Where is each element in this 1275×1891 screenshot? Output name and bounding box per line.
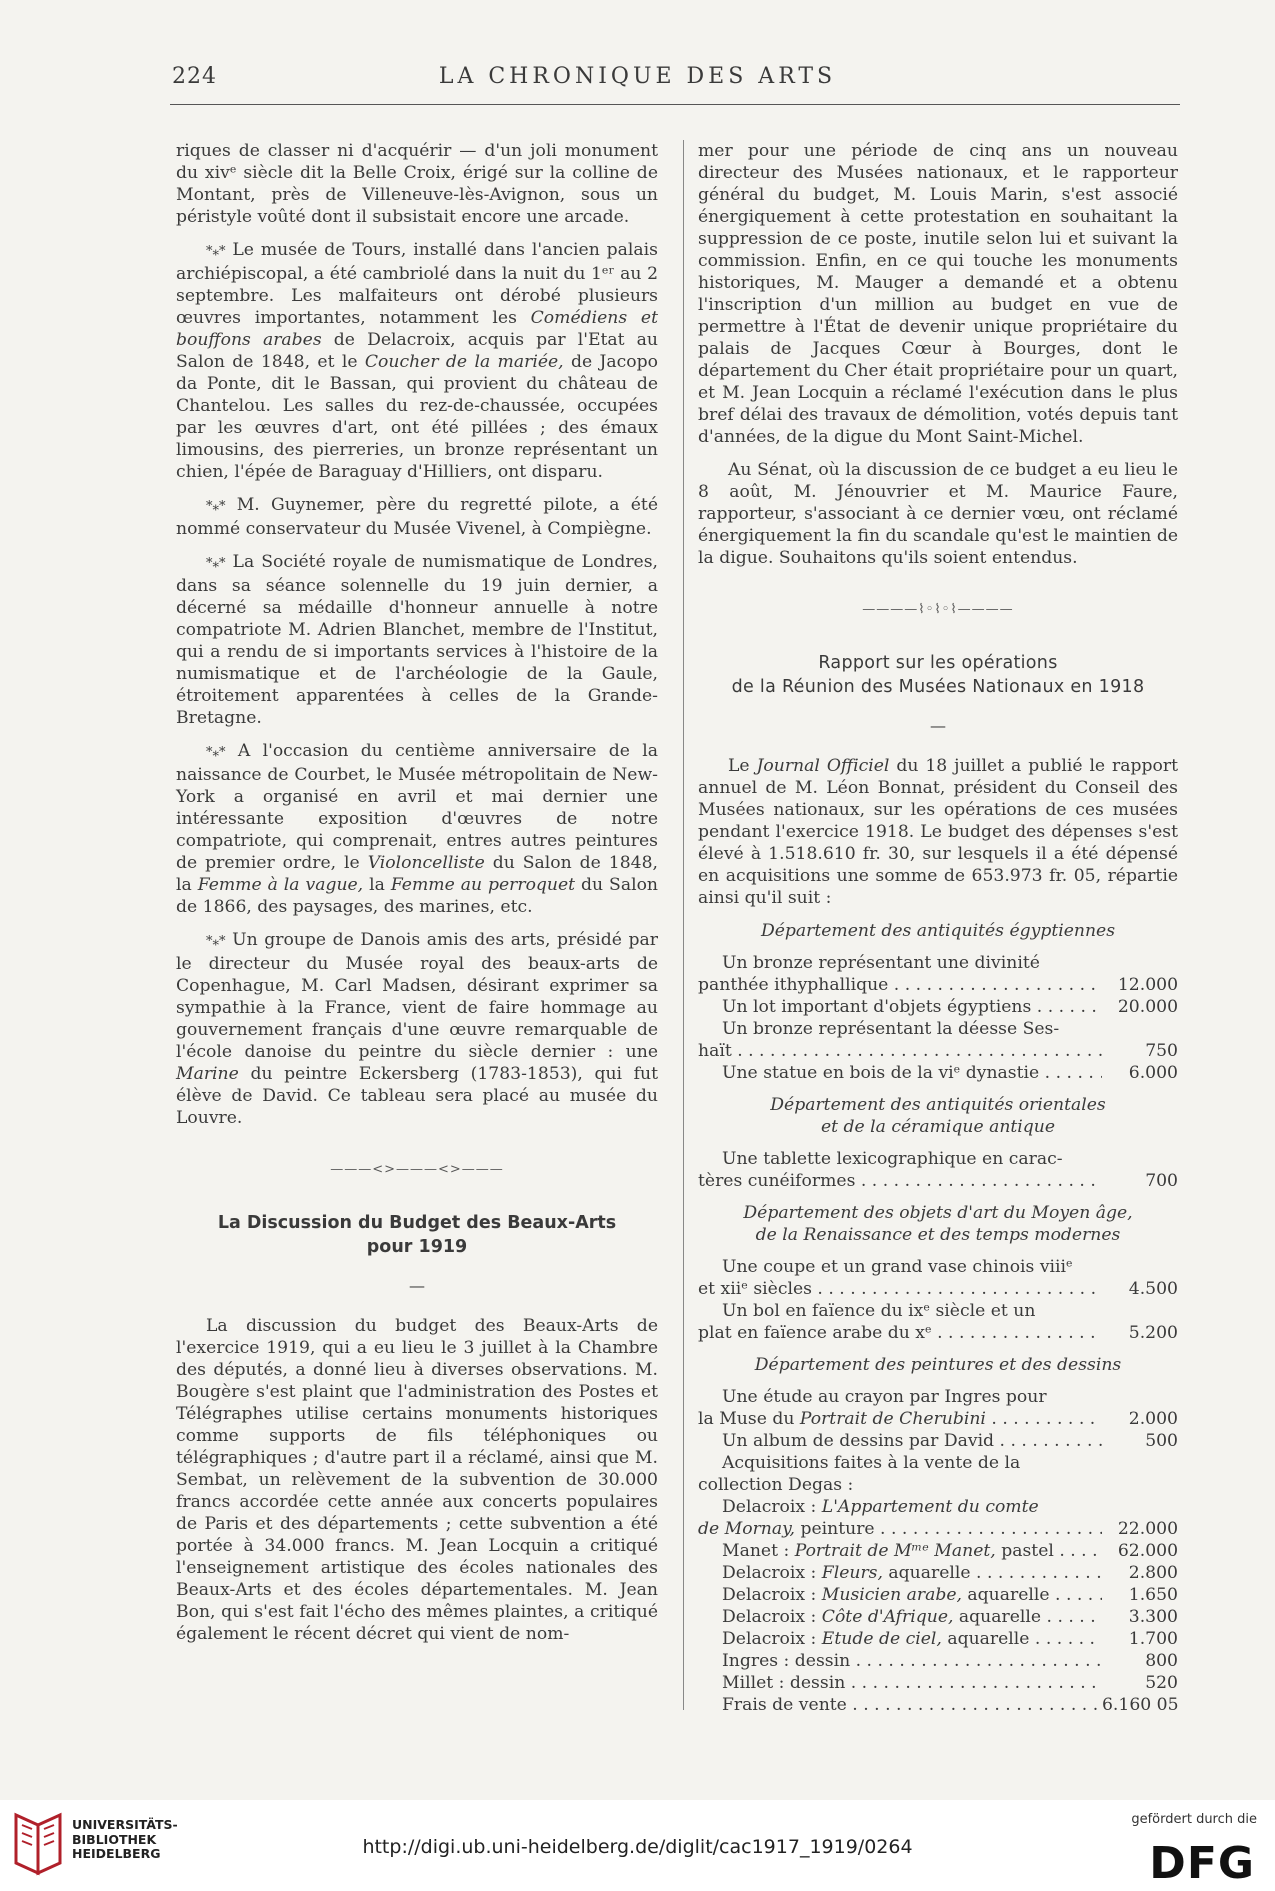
paragraph: *⁎* M. Guynemer, père du regretté pilote, a été nommé conservateur du Musée Vivenel, à Compiègne. (176, 495, 658, 539)
department-heading: Département des objets d'art du Moyen âge, de la Renaissance et des temps modernes (743, 1203, 1133, 1245)
dash-divider: — (409, 1276, 425, 1295)
list-item: collection Degas : (698, 1475, 854, 1495)
list-item: Une statue en bois de la viᵉ dynastie . . . 6.000 (698, 1062, 1178, 1084)
list-item: Manet : Portrait de Mᵐᵉ Manet, pastel . . . 62.000 (698, 1540, 1178, 1562)
list-item: Un bronze représentant une divinité (722, 953, 1040, 973)
list-item: Delacroix : Fleurs, aquarelle . . . 2.800 (698, 1562, 1178, 1584)
footer-bar (0, 1800, 1275, 1891)
list-item: Millet : dessin . . . 520 (698, 1672, 1178, 1694)
ornament-divider: ————⌇◦⌇◦⌇———— (862, 602, 1014, 617)
list-item: Frais de vente . . . 6.160 05 (698, 1694, 1178, 1716)
dash-divider: — (930, 716, 946, 735)
list-item: Un bol en faïence du ixᵉ siècle et un (722, 1301, 1036, 1321)
list-item: Delacroix : L'Appartement du comte (722, 1497, 1039, 1517)
section-title: Rapport sur les opérations de la Réunion des Musées Nationaux en 1918 (731, 653, 1145, 697)
list-item: Un bronze représentant la déesse Ses- (722, 1019, 1060, 1039)
list-item: et xiiᵉ siècles . . . 4.500 (698, 1278, 1178, 1300)
left-column (176, 140, 658, 1656)
department-heading: Département des antiquités égyptiennes (760, 921, 1116, 941)
list-item: Ingres : dessin . . . 800 (698, 1650, 1178, 1672)
paragraph: *⁎* La Société royale de numismatique de Londres, dans sa séance solennelle du 19 juin dernier, a décerné sa médaille d'honneur annuelle à notre compatriote M. Adrien Blanchet, membre de l'Institut, qui a rendu de si importants services à l'histoire de la numismatique et de l'archéologie de la Gaule, étroitement apparentées à celles de la Grande-Bretagne. (176, 552, 658, 728)
page-number: 224 (172, 64, 217, 89)
paragraph: riques de classer ni d'acquérir — d'un joli monument du xivᵉ siècle dit la Belle Croix, érigé sur la colline de Montant, près de Villeneuve-lès-Avignon, sous un péristyle voûté dont il subsistait encore une arcade. (176, 141, 658, 227)
right-column (698, 140, 1178, 1716)
list-item: Delacroix : Musicien arabe, aquarelle . . . 1.650 (698, 1584, 1178, 1606)
list-item: de Mornay, peinture . . . 22.000 (698, 1518, 1178, 1540)
sponsor-label: gefördert durch die (1131, 1812, 1257, 1827)
list-item: Delacroix : Côte d'Afrique, aquarelle . . . 3.300 (698, 1606, 1178, 1628)
list-item: tères cunéiformes . . . 700 (698, 1170, 1178, 1192)
paragraph: *⁎* Le musée de Tours, installé dans l'ancien palais archiépiscopal, a été cambriolé dans la nuit du 1ᵉʳ au 2 septembre. Les malfaiteurs ont dérobé plusieurs œuvres importantes, notamment les Comédiens et bouffons arabes de Delacroix, acquis par l'Etat au Salon de 1848, et le Coucher de la mariée, de Jacopo da Ponte, dit le Bassan, qui provient du château de Chantelou. Les salles du rez-de-chaussée, occupées par les œuvres d'art, ont été pillées ; des émaux limousins, des pierreries, un bronze représentant un chien, l'épée de Baraguay d'Hilliers, ont disparu. (176, 240, 658, 482)
header-rule (170, 104, 1180, 105)
list-item: Un lot important d'objets égyptiens . . . 20.000 (698, 996, 1178, 1018)
paragraph: *⁎* Un groupe de Danois amis des arts, présidé par le directeur du Musée royal des beaux-arts de Copenhague, M. Carl Madsen, désirant exprimer sa sympathie à la France, vient de faire hommage au gouvernement français d'une œuvre remarquable de l'école danoise du peintre du siècle dernier : une Marine du peintre Eckersberg (1783-1853), qui fut élève de David. Ce tableau sera placé au musée du Louvre. (176, 930, 658, 1128)
ornament-divider: ———<>———<>——— (330, 1162, 504, 1177)
library-name: UNIVERSITÄTS- BIBLIOTHEK HEIDELBERG (72, 1817, 178, 1861)
list-item: panthée ithyphallique . . . 12.000 (698, 974, 1178, 996)
list-item: Acquisitions faites à la vente de la (722, 1453, 1021, 1473)
asterism: *⁎* (206, 934, 226, 949)
department-heading: Département des peintures et des dessins (754, 1355, 1122, 1375)
list-item: Une étude au crayon par Ingres pour (722, 1387, 1047, 1407)
running-title: LA CHRONIQUE DES ARTS (438, 64, 837, 89)
asterism: *⁎* (206, 244, 226, 259)
paragraph: Au Sénat, où la discussion de ce budget a eu lieu le 8 août, M. Jénouvrier et M. Maurice Faure, rapporteur, s'associant à ce dernier vœu, ont réclamé énergiquement la fin du scandale qu'est le maintien de la digue. Souhaitons qu'ils soient entendus. (698, 460, 1178, 568)
list-item: Une coupe et un grand vase chinois viiiᵉ (722, 1257, 1073, 1277)
list-item: plat en faïence arabe du xᵉ . . . 5.200 (698, 1322, 1178, 1344)
list-item: Delacroix : Etude de ciel, aquarelle . . . 1.700 (698, 1628, 1178, 1650)
paragraph: La discussion du budget des Beaux-Arts de l'exercice 1919, qui a eu lieu le 3 juillet à la Chambre des députés, a donné lieu à diverses observations. M. Bougère s'est plaint que l'administration des Postes et Télégraphes utilise certains monuments historiques comme supports de fils téléphoniques ou télégraphiques ; d'autre part il a réclamé, ainsi que M. Sembat, un relèvement de la subvention de 30.000 francs accordée cette année aux concerts populaires de Paris et des départements ; cette subvention a été portée à 34.000 francs. M. Jean Locquin a critiqué l'enseignement artistique des écoles nationales des Beaux-Arts et des écoles départementales. M. Jean Bon, qui s'est fait l'écho des mêmes plaintes, a critiqué également le récent décret qui vient de nom- (176, 1316, 658, 1644)
department-heading: Département des antiquités orientales et de la céramique antique (770, 1095, 1106, 1137)
list-item: la Muse du Portrait de Cherubini . . . 2.000 (698, 1408, 1178, 1430)
asterism: *⁎* (206, 556, 226, 571)
asterism: *⁎* (206, 745, 226, 760)
column-separator (683, 140, 684, 1710)
paragraph: Le Journal Officiel du 18 juillet a publié le rapport annuel de M. Léon Bonnat, président du Conseil des Musées nationaux, sur les opérations de ces musées pendant l'exercice 1918. Le budget des dépenses s'est élevé à 1.518.610 fr. 30, sur lesquels il a été dépensé en acquisitions une somme de 653.973 fr. 05, répartie ainsi qu'il suit : (698, 756, 1178, 908)
list-item: haït . . . 750 (698, 1040, 1178, 1062)
asterism: *⁎* (206, 499, 226, 514)
list-item: Un album de dessins par David . . . 500 (698, 1430, 1178, 1452)
dfg-logo: DFG (1149, 1838, 1255, 1889)
source-url-link[interactable]: http://digi.ub.uni-heidelberg.de/diglit/cac1917_1919/0264 (362, 1836, 913, 1858)
paragraph: mer pour une période de cinq ans un nouveau directeur des Musées nationaux, et le rapporteur général du budget, M. Louis Marin, s'est associé énergiquement à cette protestation en souhaitant la suppression de ce poste, inutile selon lui et suivant la commission. Enfin, en ce qui touche les monuments historiques, M. Mauger a demandé et a obtenu l'inscription d'un million au budget en vue de permettre à l'État de devenir unique propriétaire du palais de Jacques Cœur à Bourges, dont le département du Cher était propriétaire pour un quart, et M. Jean Locquin a réclamé l'exécution dans le plus bref délai des travaux de démolition, votés depuis tant d'années, de la digue du Mont Saint-Michel. (698, 141, 1178, 447)
paragraph: *⁎* A l'occasion du centième anniversaire de la naissance de Courbet, le Musée métropolitain de New-York a organisé en avril et mai dernier une intéressante exposition d'œuvres de notre compatriote, qui comprenait, entres autres peintures de premier ordre, le Violoncelliste du Salon de 1848, la Femme à la vague, la Femme au perroquet du Salon de 1866, des paysages, des marines, etc. (176, 741, 658, 917)
list-item: Une tablette lexicographique en carac- (722, 1149, 1063, 1169)
section-title: La Discussion du Budget des Beaux-Arts pour 1919 (217, 1213, 617, 1257)
